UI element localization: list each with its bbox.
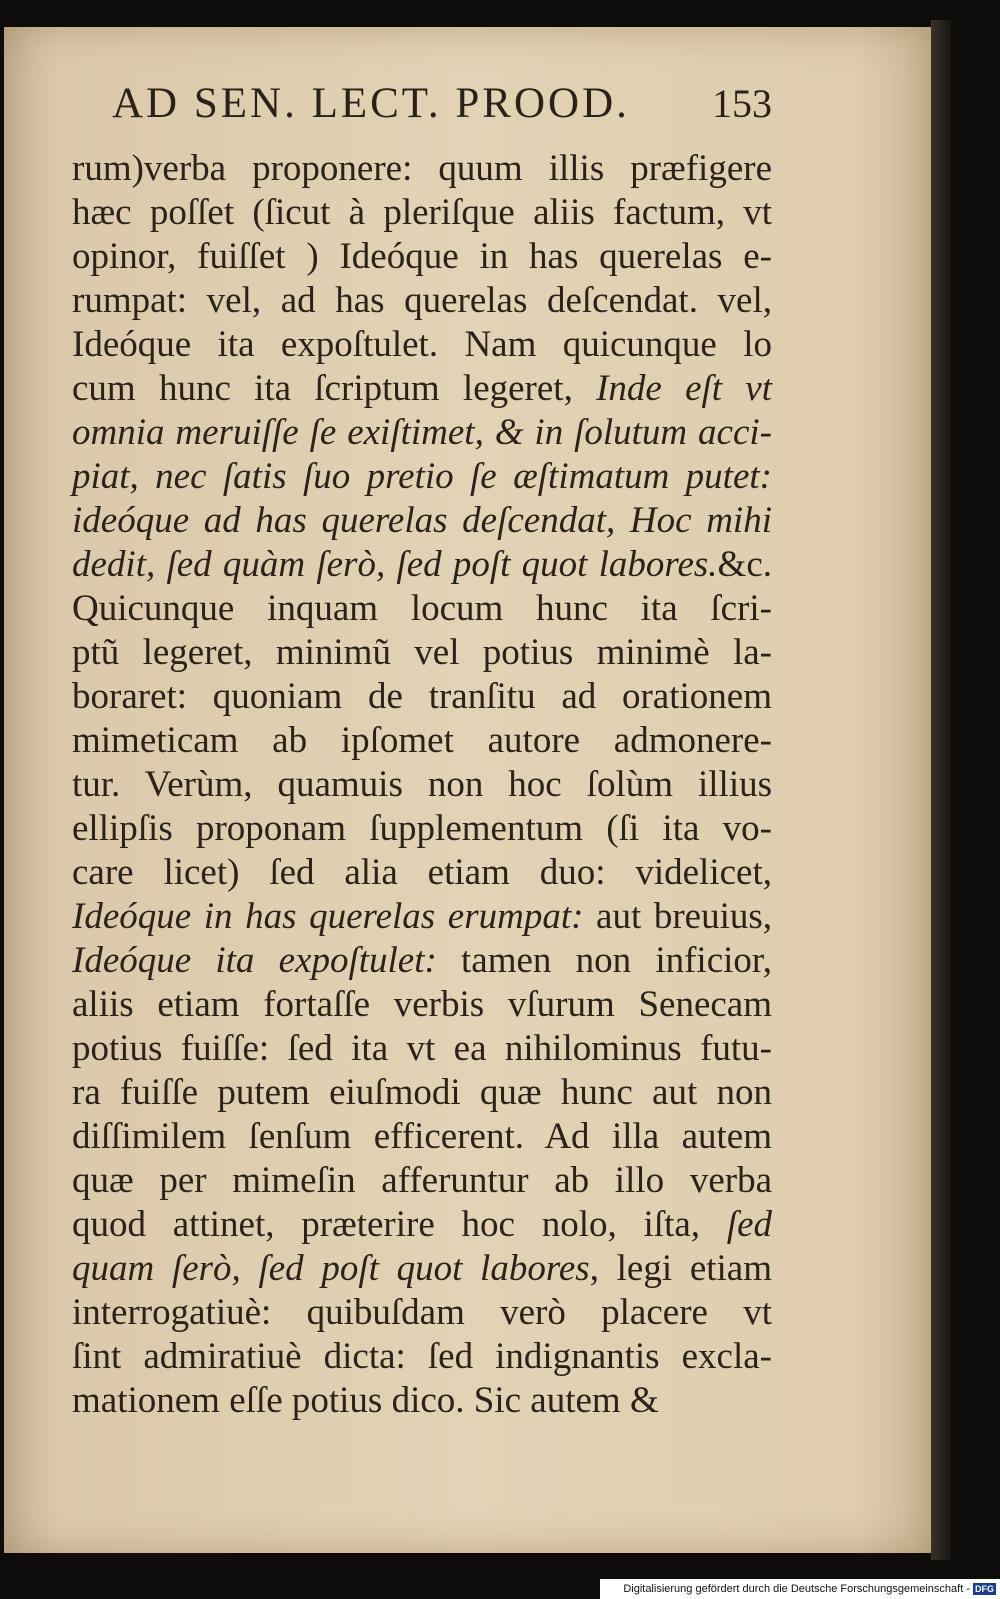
- dfg-logo: DFG: [975, 1584, 994, 1594]
- text-line: [72, 235, 772, 279]
- text-line: [72, 807, 772, 851]
- text-segment: diſſimilem ſenſum efficerent. Ad illa autem: [72, 1116, 772, 1157]
- text-line: [72, 191, 772, 235]
- text-line: [72, 895, 772, 939]
- italic-quote-segment: ſed: [726, 1204, 772, 1245]
- text-segment: tur. Verùm, quamuis non hoc ſolùm illius: [72, 764, 772, 805]
- text-segment: tamen non inficior,: [436, 940, 772, 981]
- text-line: [72, 851, 772, 895]
- text-line: [72, 983, 772, 1027]
- text-segment: quæ per mimeſin afferuntur ab illo verba: [72, 1160, 772, 1201]
- text-segment: cum hunc ita ſcriptum legeret,: [72, 368, 597, 409]
- text-segment: ellipſis proponam ſupplementum (ſi ita vo-: [72, 808, 772, 849]
- text-line: [72, 719, 772, 763]
- page-number: 153: [712, 81, 772, 126]
- book-page: [4, 27, 931, 1553]
- text-segment: Ideóque ita expoſtulet. Nam quicunque lo: [72, 324, 772, 365]
- text-segment: opinor, fuiſſet ) Ideóque in has querelas e-: [72, 236, 772, 277]
- text-segment: rum)verba proponere: quum illis præfigere: [72, 148, 772, 189]
- digitization-credit: [600, 1579, 1000, 1599]
- text-segment: mimeticam ab ipſomet autore admonere-: [72, 720, 772, 761]
- text-line: [72, 631, 772, 675]
- text-segment: aliis etiam fortaſſe verbis vſurum Senecam: [72, 984, 772, 1025]
- italic-quote-segment: ideóque ad has querelas deſcendat, Hoc mihi: [72, 500, 772, 541]
- text-line: [72, 1071, 772, 1115]
- text-line: [72, 1379, 772, 1423]
- text-line: [72, 1335, 772, 1379]
- italic-quote-segment: omnia meruiſſe ſe exiſtimet, & in ſolutum acci-: [72, 412, 772, 453]
- text-segment: , legi etiam: [589, 1248, 772, 1289]
- body-text: [72, 147, 772, 1423]
- text-line: [72, 1247, 772, 1291]
- text-line: [72, 411, 772, 455]
- text-line: [72, 1027, 772, 1071]
- text-line: [72, 499, 772, 543]
- text-line: [72, 323, 772, 367]
- text-segment: mationem eſſe potius dico. Sic autem &: [72, 1380, 659, 1421]
- text-segment: Quicunque inquam locum hunc ita ſcri-: [72, 588, 772, 629]
- text-line: [72, 763, 772, 807]
- text-line: [72, 587, 772, 631]
- text-line: [72, 543, 772, 587]
- italic-quote-segment: piat, nec ſatis ſuo pretio ſe æſtimatum putet:: [72, 456, 772, 497]
- text-line: [72, 939, 772, 983]
- text-segment: hæc poſſet (ſicut à pleriſque aliis factum, vt: [72, 192, 772, 233]
- text-line: [72, 1291, 772, 1335]
- text-line: [72, 279, 772, 323]
- text-segment: ra fuiſſe putem eiuſmodi quæ hunc aut non: [72, 1072, 772, 1113]
- text-segment: boraret: quoniam de tranſitu ad orationem: [72, 676, 772, 717]
- text-segment: potius fuiſſe: ſed ita vt ea nihilominus futu-: [72, 1028, 772, 1069]
- italic-quote-segment: quam ſerò, ſed poſt quot labores: [72, 1248, 590, 1289]
- text-segment: care licet) ſed alia etiam duo: videlicet,: [72, 852, 772, 893]
- italic-quote-segment: Ideóque in has querelas erumpat:: [72, 896, 584, 937]
- text-segment: interrogatiuè: quibuſdam verò placere vt: [72, 1292, 772, 1333]
- text-segment: ptũ legeret, minimũ vel potius minimè la-: [72, 632, 772, 673]
- text-line: [72, 367, 772, 411]
- text-line: [72, 1203, 772, 1247]
- italic-quote-segment: Ideóque ita expoſtulet:: [72, 940, 437, 981]
- page-edge: [931, 20, 951, 1560]
- text-line: [72, 455, 772, 499]
- text-segment: &c.: [717, 544, 772, 585]
- text-line: [72, 675, 772, 719]
- text-segment: rumpat: vel, ad has querelas deſcendat. vel,: [72, 280, 772, 321]
- italic-quote-segment: Inde eſt vt: [596, 368, 772, 409]
- text-line: [72, 1159, 772, 1203]
- text-line: [72, 1115, 772, 1159]
- text-segment: aut breuius,: [583, 896, 773, 937]
- running-header: [112, 79, 772, 139]
- text-line: [72, 147, 772, 191]
- running-title: AD SEN. LECT. PROOD.: [112, 80, 630, 127]
- italic-quote-segment: dedit, ſed quàm ſerò, ſed poſt quot labores.: [72, 544, 718, 585]
- text-segment: ſint admiratiuè dicta: ſed indignantis excla-: [72, 1336, 772, 1377]
- text-segment: quod attinet, præterire hoc nolo, iſta,: [72, 1204, 727, 1245]
- credit-text: Digitalisierung gefördert durch die Deutsche Forschungsgemeinschaft -: [623, 1583, 970, 1595]
